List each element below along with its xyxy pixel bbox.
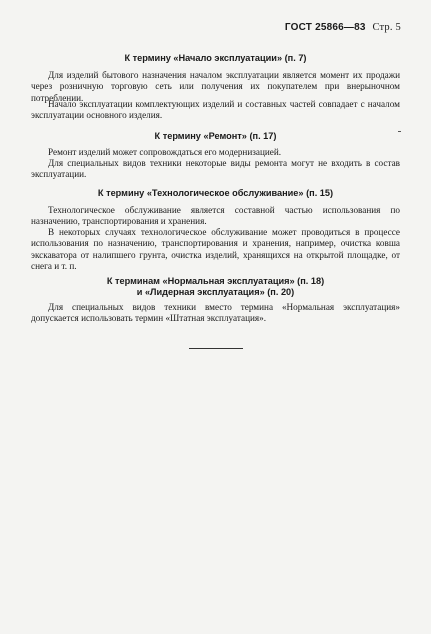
paragraph: Начало эксплуатации комплектующих изделий и составных частей совпадает с началом эксплуатации основного изделия. (31, 99, 400, 121)
section-title-start-of-operation: К термину «Начало эксплуатации» (п. 7) (124, 53, 307, 63)
section-title-repair: К термину «Ремонт» (п. 17) (154, 131, 277, 141)
print-speck (398, 131, 401, 132)
section-title-normal-operation: К терминам «Нормальная эксплуатация» (п. 18) (106, 276, 325, 286)
closing-rule (189, 348, 243, 349)
paragraph: Ремонт изделий может сопровождаться его модернизацией. (48, 147, 282, 157)
paragraph: Для специальных видов техники вместо термина «Нормальная эксплуатация» допускается использовать термин «Штатная эксплуатация». (31, 302, 400, 324)
paragraph: В некоторых случаях технологическое обслуживание может проводиться в процессе использования по назначению, транспортирования и хранения, например, очистка ковша экскаватора от налипшего грунта, очистка изделий, хранящихся на открытой площадке, от снега и т. п. (31, 227, 400, 272)
paragraph: Для специальных видов техники некоторые виды ремонта могут не входить в состав эксплуатации. (31, 158, 400, 180)
page-number: Стр. 5 (372, 22, 401, 33)
section-title-technological-maintenance: К термину «Технологическое обслуживание» (п. 15) (97, 188, 334, 198)
page-header (285, 22, 401, 33)
standard-number: ГОСТ 25866—83 (284, 22, 366, 33)
paragraph: Для изделий бытового назначения началом эксплуатации является момент их продажи через розничную торговую сеть или получения их покупателем при внерыночном потреблении. (31, 70, 400, 103)
section-title-leader-operation: и «Лидерная эксплуатация» (п. 20) (136, 287, 295, 297)
paragraph: Технологическое обслуживание является составной частью использования по назначению, транспортирования и хранения. (31, 205, 400, 227)
